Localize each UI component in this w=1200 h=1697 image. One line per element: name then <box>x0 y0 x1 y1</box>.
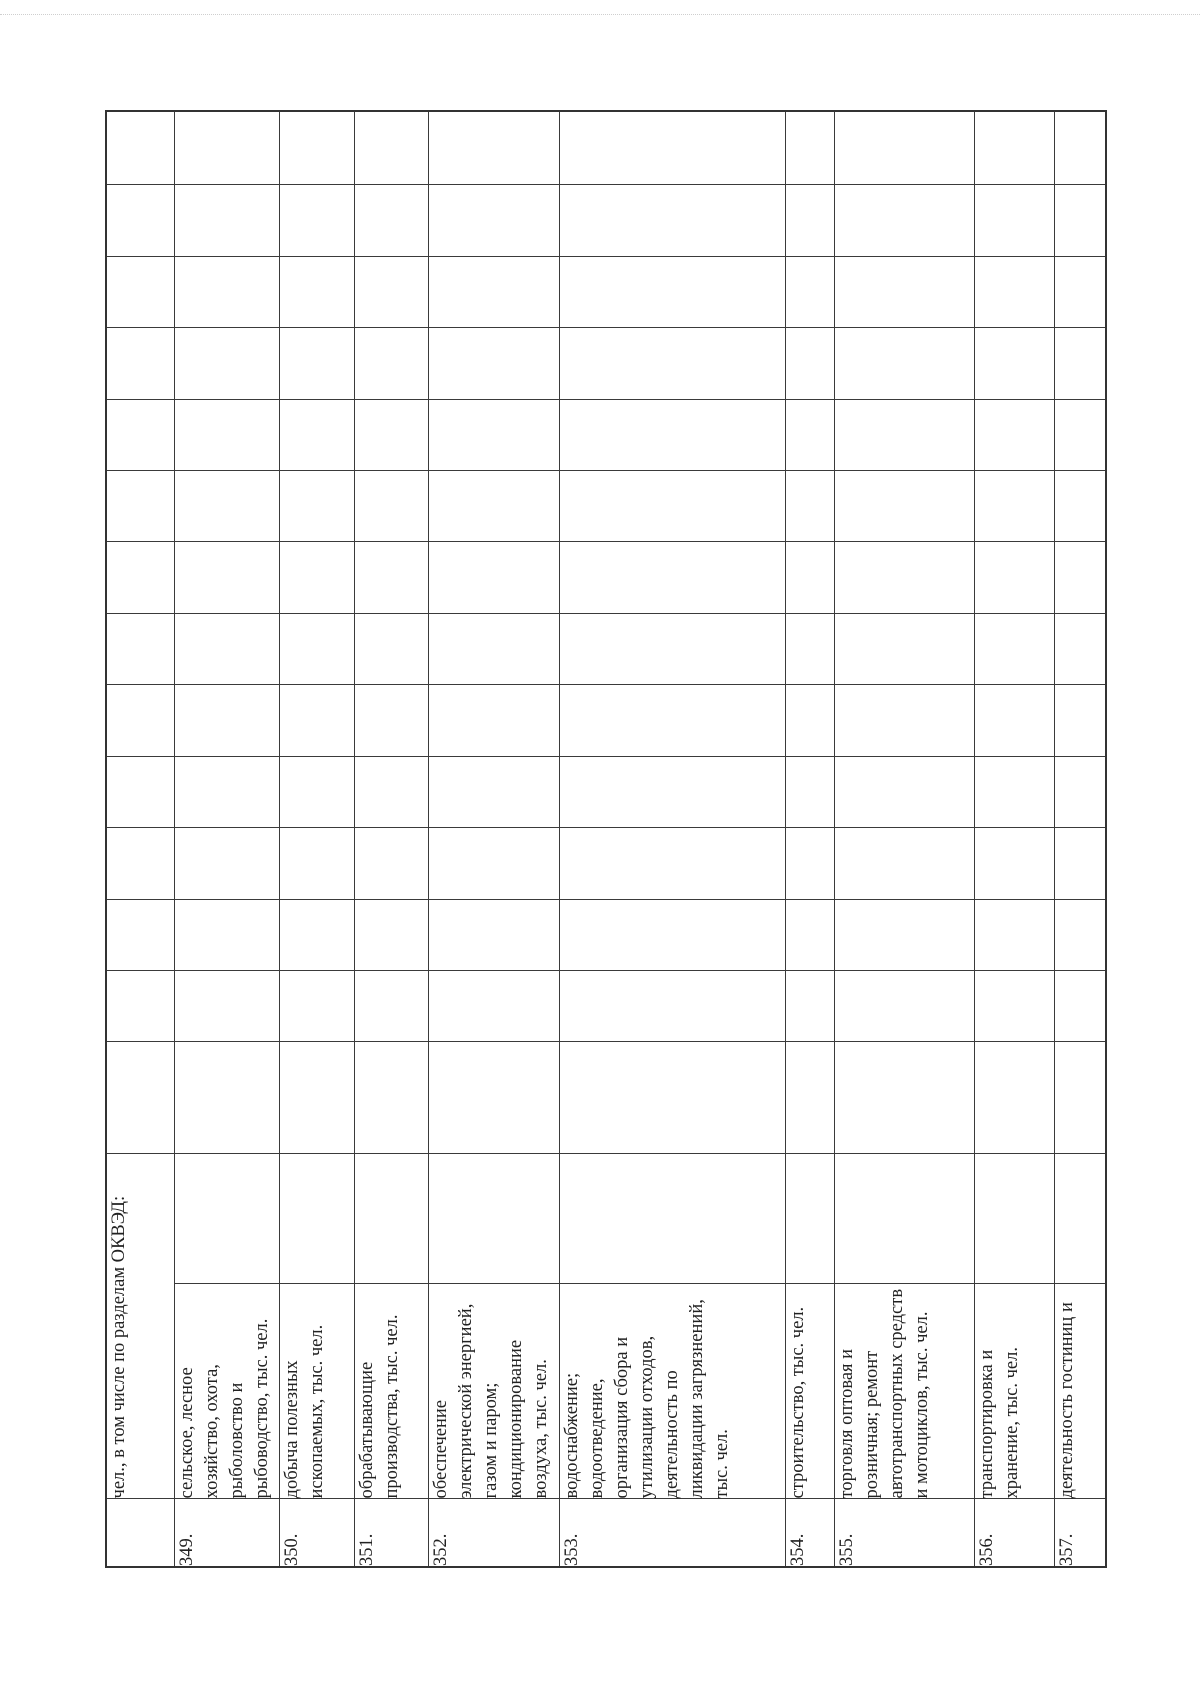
data-cell <box>785 256 835 327</box>
data-cell <box>175 399 280 470</box>
row-label: чел., в том числе по разделам ОКВЭД: <box>106 1153 175 1499</box>
table-row <box>785 111 835 1567</box>
data-cell <box>835 1153 974 1283</box>
data-cell <box>429 756 560 827</box>
data-cell <box>106 399 175 470</box>
table-row <box>835 111 974 1567</box>
data-cell <box>974 471 1054 542</box>
data-cell <box>560 685 785 756</box>
data-cell <box>835 685 974 756</box>
data-cell <box>429 185 560 256</box>
data-cell <box>429 399 560 470</box>
data-cell <box>785 971 835 1042</box>
data-cell <box>279 613 354 684</box>
data-cell <box>560 828 785 899</box>
data-cell <box>175 756 280 827</box>
row-number: 350. <box>279 1499 354 1567</box>
data-cell <box>354 1153 429 1283</box>
data-cell <box>175 685 280 756</box>
data-cell <box>835 828 974 899</box>
data-cell <box>785 185 835 256</box>
table-body <box>106 111 1106 1567</box>
data-cell <box>429 328 560 399</box>
data-cell <box>835 899 974 970</box>
data-cell <box>279 328 354 399</box>
row-number <box>106 1499 175 1567</box>
table-row <box>354 111 429 1567</box>
row-number: 352. <box>429 1499 560 1567</box>
data-cell <box>279 542 354 613</box>
data-cell <box>560 1153 785 1283</box>
data-cell <box>835 613 974 684</box>
data-cell <box>175 899 280 970</box>
data-cell <box>560 756 785 827</box>
data-cell <box>175 828 280 899</box>
data-cell <box>175 1042 280 1153</box>
data-cell <box>560 613 785 684</box>
rotated-table-wrapper <box>105 110 1107 1568</box>
data-cell <box>560 971 785 1042</box>
data-cell <box>974 328 1054 399</box>
data-cell <box>175 111 280 185</box>
data-cell <box>354 185 429 256</box>
data-cell <box>354 328 429 399</box>
data-cell <box>835 1042 974 1153</box>
data-cell <box>354 111 429 185</box>
data-cell <box>106 328 175 399</box>
data-cell <box>106 971 175 1042</box>
data-cell <box>279 685 354 756</box>
data-cell <box>175 471 280 542</box>
row-label: транспортировка и хранение, тыс. чел. <box>974 1284 1054 1499</box>
data-cell <box>785 471 835 542</box>
data-cell <box>785 756 835 827</box>
data-cell <box>279 185 354 256</box>
data-cell <box>106 256 175 327</box>
data-cell <box>175 256 280 327</box>
data-cell <box>429 471 560 542</box>
data-cell <box>106 756 175 827</box>
data-cell <box>785 613 835 684</box>
data-cell <box>1054 471 1106 542</box>
okved-employment-table <box>105 110 1107 1568</box>
data-cell <box>429 828 560 899</box>
data-cell <box>560 899 785 970</box>
table-row <box>175 111 280 1567</box>
row-number: 355. <box>835 1499 974 1567</box>
data-cell <box>175 185 280 256</box>
data-cell <box>429 1153 560 1283</box>
data-cell <box>1054 756 1106 827</box>
data-cell <box>974 756 1054 827</box>
data-cell <box>106 899 175 970</box>
data-cell <box>354 542 429 613</box>
data-cell <box>1054 256 1106 327</box>
data-cell <box>560 328 785 399</box>
data-cell <box>560 471 785 542</box>
data-cell <box>106 471 175 542</box>
data-cell <box>106 185 175 256</box>
data-cell <box>354 1042 429 1153</box>
data-cell <box>429 899 560 970</box>
data-cell <box>1054 899 1106 970</box>
data-cell <box>354 828 429 899</box>
data-cell <box>106 1042 175 1153</box>
data-cell <box>1054 111 1106 185</box>
data-cell <box>429 1042 560 1153</box>
data-cell <box>785 685 835 756</box>
data-cell <box>279 899 354 970</box>
row-number: 356. <box>974 1499 1054 1567</box>
row-label: обеспечение электрической энергией, газом и паром; кондиционирование воздуха, тыс. чел. <box>429 1284 560 1499</box>
data-cell <box>106 111 175 185</box>
data-cell <box>974 185 1054 256</box>
data-cell <box>279 256 354 327</box>
table-row <box>279 111 354 1567</box>
data-cell <box>354 471 429 542</box>
data-cell <box>429 256 560 327</box>
data-cell <box>835 542 974 613</box>
data-cell <box>560 399 785 470</box>
row-label: водоснабжение; водоотведение, организация сбора и утилизации отходов, деятельность по ликвидации загрязнений, тыс. чел. <box>560 1284 785 1499</box>
data-cell <box>1054 542 1106 613</box>
data-cell <box>106 613 175 684</box>
data-cell <box>106 542 175 613</box>
data-cell <box>785 542 835 613</box>
row-label: добыча полезных ископаемых, тыс. чел. <box>279 1284 354 1499</box>
data-cell <box>974 399 1054 470</box>
data-cell <box>560 111 785 185</box>
data-cell <box>175 1153 280 1283</box>
data-cell <box>1054 685 1106 756</box>
data-cell <box>1054 399 1106 470</box>
data-cell <box>785 828 835 899</box>
data-cell <box>279 756 354 827</box>
data-cell <box>429 111 560 185</box>
row-number: 353. <box>560 1499 785 1567</box>
data-cell <box>175 328 280 399</box>
data-cell <box>835 185 974 256</box>
row-number: 354. <box>785 1499 835 1567</box>
data-cell <box>974 899 1054 970</box>
data-cell <box>785 1153 835 1283</box>
data-cell <box>835 471 974 542</box>
data-cell <box>429 685 560 756</box>
data-cell <box>785 899 835 970</box>
data-cell <box>974 111 1054 185</box>
data-cell <box>279 1153 354 1283</box>
page-top-rule <box>0 14 1200 15</box>
data-cell <box>835 111 974 185</box>
data-cell <box>1054 971 1106 1042</box>
data-cell <box>785 1042 835 1153</box>
data-cell <box>835 399 974 470</box>
data-cell <box>835 756 974 827</box>
data-cell <box>974 1042 1054 1153</box>
data-cell <box>1054 1153 1106 1283</box>
row-label: деятельность гостиниц и <box>1054 1284 1106 1499</box>
data-cell <box>974 256 1054 327</box>
data-cell <box>354 756 429 827</box>
row-number: 357. <box>1054 1499 1106 1567</box>
data-cell <box>279 828 354 899</box>
data-cell <box>974 613 1054 684</box>
data-cell <box>279 471 354 542</box>
data-cell <box>835 971 974 1042</box>
data-cell <box>974 971 1054 1042</box>
data-cell <box>354 971 429 1042</box>
row-number: 349. <box>175 1499 280 1567</box>
data-cell <box>1054 328 1106 399</box>
table-row <box>429 111 560 1567</box>
data-cell <box>279 111 354 185</box>
row-label: торговля оптовая и розничная; ремонт автотранспортных средств и мотоциклов, тыс. чел. <box>835 1284 974 1499</box>
data-cell <box>974 1153 1054 1283</box>
data-cell <box>354 399 429 470</box>
data-cell <box>106 685 175 756</box>
data-cell <box>1054 613 1106 684</box>
data-cell <box>354 899 429 970</box>
table-row <box>106 111 175 1567</box>
data-cell <box>175 971 280 1042</box>
data-cell <box>974 685 1054 756</box>
data-cell <box>560 542 785 613</box>
data-cell <box>974 828 1054 899</box>
row-number: 351. <box>354 1499 429 1567</box>
row-label: сельское, лесное хозяйство, охота, рыболовство и рыбоводство, тыс. чел. <box>175 1284 280 1499</box>
data-cell <box>354 685 429 756</box>
data-cell <box>974 542 1054 613</box>
data-cell <box>1054 828 1106 899</box>
data-cell <box>429 613 560 684</box>
data-cell <box>785 328 835 399</box>
data-cell <box>429 542 560 613</box>
table-row <box>974 111 1054 1567</box>
data-cell <box>560 185 785 256</box>
data-cell <box>560 256 785 327</box>
data-cell <box>354 613 429 684</box>
data-cell <box>279 1042 354 1153</box>
table-row <box>1054 111 1106 1567</box>
data-cell <box>279 399 354 470</box>
data-cell <box>429 971 560 1042</box>
table-row <box>560 111 785 1567</box>
row-label: строительство, тыс. чел. <box>785 1284 835 1499</box>
data-cell <box>560 1042 785 1153</box>
data-cell <box>106 828 175 899</box>
data-cell <box>785 399 835 470</box>
data-cell <box>835 256 974 327</box>
data-cell <box>785 111 835 185</box>
data-cell <box>175 542 280 613</box>
data-cell <box>175 613 280 684</box>
data-cell <box>354 256 429 327</box>
row-label: обрабатывающие производства, тыс. чел. <box>354 1284 429 1499</box>
data-cell <box>1054 185 1106 256</box>
data-cell <box>279 971 354 1042</box>
data-cell <box>1054 1042 1106 1153</box>
data-cell <box>835 328 974 399</box>
